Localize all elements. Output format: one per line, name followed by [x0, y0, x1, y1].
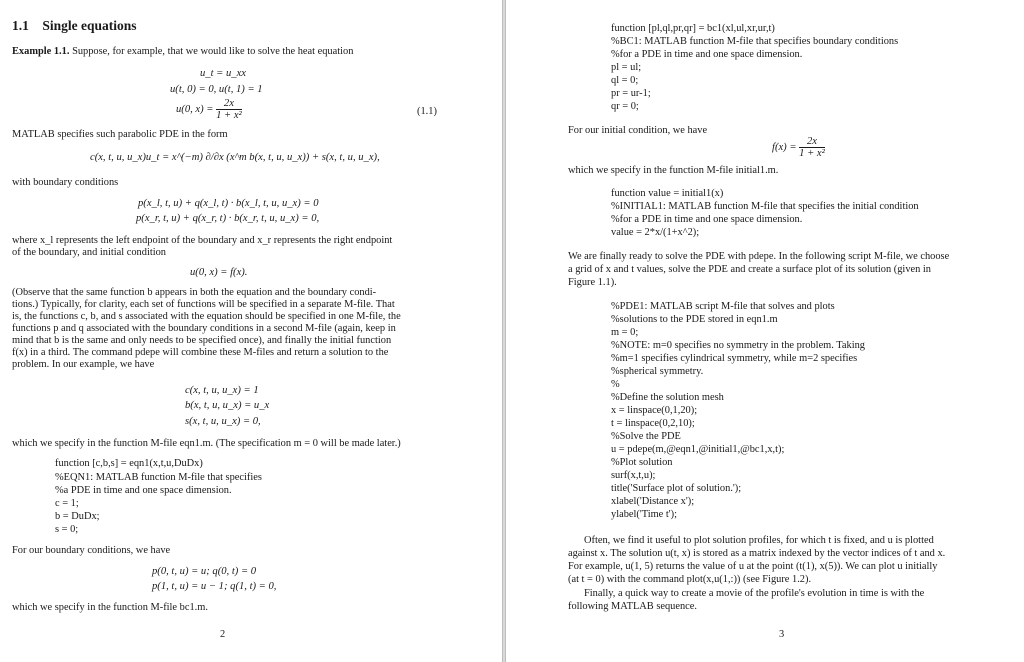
- ready-line-1: We are finally ready to solve the PDE with pdepe. In the following script M-file, we choose: [568, 251, 950, 262]
- code-bc1-line-1: function [pl,ql,pr,qr] = bc1(xl,ul,xr,ur,t): [611, 23, 775, 34]
- ready-line-2: a grid of x and t values, solve the PDE and create a surface plot of its solution (given in: [568, 264, 931, 275]
- right-page: [507, 0, 1024, 662]
- code-pde1-line-7: %: [611, 379, 620, 390]
- code-pde1-line-12: u = pdepe(m,@eqn1,@initial1,@bc1,x,t);: [611, 444, 785, 455]
- ic-equation: [772, 136, 825, 159]
- example-label: Example 1.1.: [12, 46, 70, 57]
- observe-line-3: is, the functions c, b, and s associated with the equation should be specified in one M-file, the: [12, 311, 401, 322]
- heat-eq-line1: u_t = u_xx: [200, 68, 246, 79]
- code-pde1-line-5: %m=1 specifies cylindrical symmetry, while m=2 specifies: [611, 353, 858, 364]
- code-bc1-line-6: pr = ur-1;: [611, 88, 651, 99]
- ic-fraction: [799, 136, 825, 159]
- code-pde1-line-16: xlabel('Distance x');: [611, 496, 695, 507]
- often-line-3: For example, u(1, 5) returns the value of u at the point (t(1), x(5)). We can plot u initially: [568, 561, 938, 572]
- specify-bc1: which we specify in the function M-file bc1.m.: [12, 602, 208, 613]
- observe-line-4: functions p and q associated with the boundary conditions in a second M-file (again, keep in: [12, 323, 396, 334]
- ic-specify: which we specify in the function M-file initial1.m.: [568, 165, 779, 176]
- heat-eq-numerator: 2x: [216, 98, 242, 110]
- left-page: [0, 0, 501, 662]
- matlab-intro: MATLAB specifies such parabolic PDE in the form: [12, 129, 228, 140]
- code-initial1-line-3: %for a PDE in time and one space dimension.: [611, 214, 803, 225]
- code-eqn1-line-6: s = 0;: [55, 524, 79, 535]
- code-eqn1-line-1: function [c,b,s] = eqn1(x,t,u,DuDx): [55, 458, 203, 469]
- code-pde1-line-6: %spherical symmetry.: [611, 366, 704, 377]
- bc-intro-2: For our boundary conditions, we have: [12, 545, 171, 556]
- code-pde1-line-1: %PDE1: MATLAB script M-file that solves and plots: [611, 301, 835, 312]
- code-initial1-line-2: %INITIAL1: MATLAB function M-file that specifies the initial condition: [611, 201, 919, 212]
- code-pde1-line-9: x = linspace(0,1,20);: [611, 405, 698, 416]
- observe-line-6: f(x) in a third. The command pdepe will combine these M-files and return a solution to the: [12, 347, 389, 358]
- where-line-2: of the boundary, and initial condition: [12, 247, 166, 258]
- ic-denominator: 1 + x²: [799, 148, 825, 159]
- code-pde1-line-13: %Plot solution: [611, 457, 673, 468]
- observe-line-2: tions.) Typically, for clarity, each set of functions will be specified in a separate M-file. That: [12, 299, 395, 310]
- initial-condition-eq: u(0, x) = f(x).: [190, 267, 248, 278]
- bc-example-1: p(0, t, u) = u; q(0, t) = 0: [152, 566, 257, 577]
- where-line-1: where x_l represents the left endpoint of the boundary and x_r represents the right endpoint: [12, 235, 393, 246]
- section-title: Single equations: [42, 18, 137, 33]
- code-bc1-line-4: pl = ul;: [611, 62, 642, 73]
- bc-intro: with boundary conditions: [12, 177, 119, 188]
- example-eq-b: b(x, t, u, u_x) = u_x: [185, 400, 270, 411]
- example-text: Suppose, for example, that we would like to solve the heat equation: [72, 46, 354, 57]
- specify-eqn1: which we specify in the function M-file eqn1.m. (The specification m = 0 will be made later.): [12, 438, 401, 449]
- observe-line-7: problem. In our example, we have: [12, 359, 155, 370]
- heat-eq-line3: [176, 98, 242, 121]
- code-eqn1-line-4: c = 1;: [55, 498, 79, 509]
- bc-eq-right: p(x_r, t, u) + q(x_r, t) · b(x_r, t, u, u_x) = 0,: [136, 213, 320, 224]
- finally-line-2: following MATLAB sequence.: [568, 601, 697, 612]
- heat-eq-denominator: 1 + x²: [216, 110, 242, 121]
- page-divider: [502, 0, 506, 662]
- code-bc1-line-2: %BC1: MATLAB function M-file that specifies boundary conditions: [611, 36, 899, 47]
- page-number-left: 2: [220, 629, 226, 640]
- general-pde: c(x, t, u, u_x)u_t = x^(−m) ∂/∂x (x^m b(x, t, u, u_x)) + s(x, t, u, u_x),: [90, 152, 380, 163]
- code-bc1-line-7: qr = 0;: [611, 101, 639, 112]
- ic-lhs: f(x) =: [772, 141, 797, 153]
- observe-line-5: mind that b is the same and only needs to be specified once), and finally the initial function: [12, 335, 392, 346]
- code-initial1-line-4: value = 2*x/(1+x^2);: [611, 227, 700, 238]
- page-number-right: 3: [779, 629, 785, 640]
- bc-eq-left: p(x_l, t, u) + q(x_l, t) · b(x_l, t, u, u_x) = 0: [138, 198, 319, 209]
- code-pde1-line-11: %Solve the PDE: [611, 431, 681, 442]
- code-initial1-line-1: function value = initial1(x): [611, 188, 724, 199]
- code-pde1-line-15: title('Surface plot of solution.');: [611, 483, 742, 494]
- finally-line-1: Finally, a quick way to create a movie of the profile's evolution in time is with the: [584, 588, 925, 599]
- heat-eq-line2: u(t, 0) = 0, u(t, 1) = 1: [170, 84, 263, 95]
- code-pde1-line-10: t = linspace(0,2,10);: [611, 418, 695, 429]
- ic-numerator: 2x: [799, 136, 825, 148]
- section-heading: [12, 20, 137, 32]
- example-eq-s: s(x, t, u, u_x) = 0,: [185, 416, 261, 427]
- example-eq-c: c(x, t, u, u_x) = 1: [185, 385, 259, 396]
- code-pde1-line-4: %NOTE: m=0 specifies no symmetry in the problem. Taking: [611, 340, 865, 351]
- bc-example-2: p(1, t, u) = u − 1; q(1, t) = 0,: [152, 581, 277, 592]
- often-line-2: against x. The solution u(t, x) is stored as a matrix indexed by the vector indices of t and x.: [568, 548, 946, 559]
- heat-eq-line3-lhs: u(0, x) =: [176, 103, 214, 115]
- often-line-4: (at t = 0) with the command plot(x,u(1,:)) (see Figure 1.2).: [568, 574, 812, 585]
- equation-label: (1.1): [417, 106, 437, 117]
- code-eqn1-line-3: %a PDE in time and one space dimension.: [55, 485, 232, 496]
- section-number: 1.1: [12, 18, 29, 33]
- ic-intro: For our initial condition, we have: [568, 125, 708, 136]
- code-pde1-line-3: m = 0;: [611, 327, 639, 338]
- code-pde1-line-17: ylabel('Time t');: [611, 509, 677, 520]
- ready-line-3: Figure 1.1).: [568, 277, 617, 288]
- code-eqn1-line-2: %EQN1: MATLAB function M-file that specifies: [55, 472, 262, 483]
- code-bc1-line-3: %for a PDE in time and one space dimension.: [611, 49, 803, 60]
- code-pde1-line-2: %solutions to the PDE stored in eqn1.m: [611, 314, 778, 325]
- example-intro: [12, 46, 353, 58]
- code-pde1-line-8: %Define the solution mesh: [611, 392, 724, 403]
- code-pde1-line-14: surf(x,t,u);: [611, 470, 656, 481]
- heat-eq-fraction: [216, 98, 242, 121]
- code-bc1-line-5: ql = 0;: [611, 75, 639, 86]
- code-eqn1-line-5: b = DuDx;: [55, 511, 100, 522]
- observe-line-1: (Observe that the same function b appears in both the equation and the boundary condi-: [12, 287, 377, 298]
- often-line-1: Often, we find it useful to plot solution profiles, for which t is fixed, and u is plotted: [584, 535, 934, 546]
